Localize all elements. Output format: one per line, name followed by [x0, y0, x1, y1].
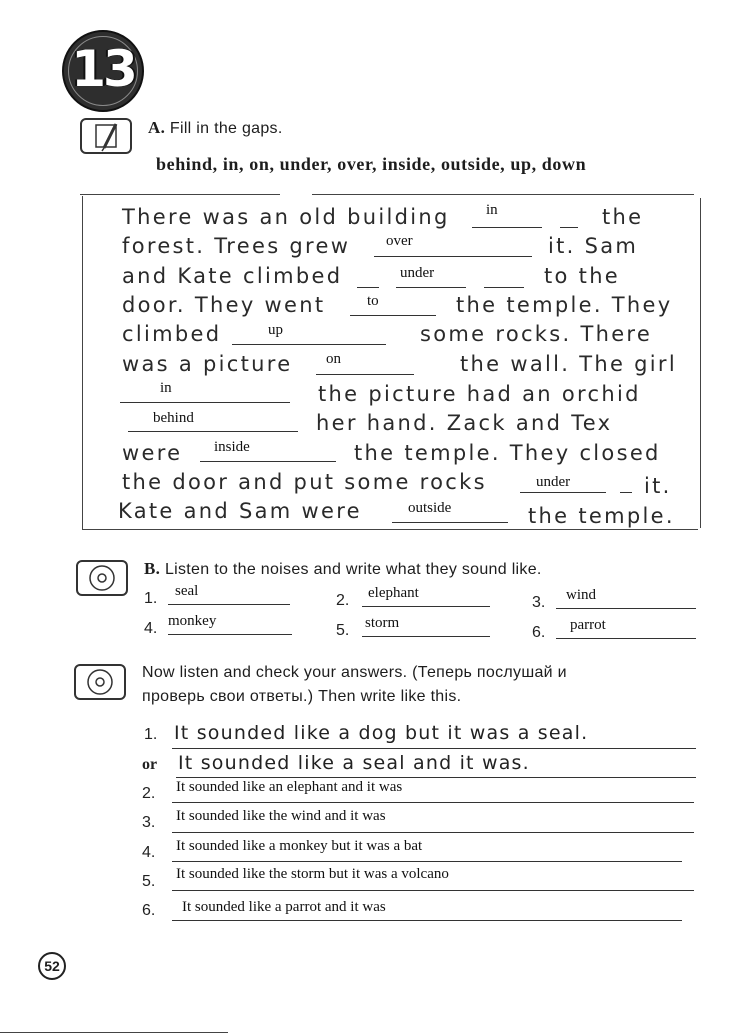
- sound-answer-4: monkey: [168, 613, 217, 629]
- gap-11[interactable]: [392, 522, 508, 523]
- example-sentence-2: It sounded like a seal and it was.: [178, 752, 530, 774]
- sound-answer-1: seal: [175, 583, 199, 599]
- word-bank: behind, in, on, under, over, inside, outside, up, down: [156, 154, 587, 174]
- cd-icon: [76, 560, 128, 596]
- section-a-letter: A.: [148, 118, 166, 137]
- section-b-instruction: Listen to the noises and write what they sound like.: [164, 561, 542, 578]
- sentence-2: It sounded like an elephant and it was: [176, 779, 403, 795]
- text-line-11a: Kate and Sam were: [118, 499, 362, 523]
- gap-8[interactable]: [128, 431, 298, 432]
- item-number-1: 1.: [144, 590, 158, 607]
- text-line-6b: the wall. The girl: [460, 352, 677, 376]
- sound-answer-5: storm: [365, 615, 400, 631]
- item-number-6: 6.: [532, 624, 546, 641]
- example-number: 1.: [144, 726, 158, 743]
- page-bottom-rule: [0, 1032, 228, 1033]
- text-line-6a: was a picture: [122, 352, 293, 376]
- sentence-3: It sounded like the wind and it was: [176, 808, 386, 824]
- item-number-4: 4.: [144, 620, 158, 637]
- sound-field-3[interactable]: [556, 608, 696, 609]
- answer-3: under: [400, 265, 435, 281]
- text-line-3a: and Kate climbed: [122, 264, 343, 288]
- gap-5[interactable]: [232, 344, 386, 345]
- sound-field-4[interactable]: [168, 634, 292, 635]
- gap-10[interactable]: [520, 492, 606, 493]
- gap-7[interactable]: [120, 402, 290, 403]
- gap-3-lead: [357, 287, 379, 288]
- unit-number: 13: [71, 40, 135, 98]
- sentence-line-5[interactable]: [172, 890, 694, 891]
- pencil-icon: [80, 118, 132, 154]
- sentence-line-2[interactable]: [172, 802, 694, 803]
- gap-6[interactable]: [316, 374, 414, 375]
- sound-field-5[interactable]: [362, 636, 490, 637]
- answer-4: to: [367, 293, 379, 309]
- sentence-number-4: 4.: [142, 844, 156, 861]
- text-line-3b: to the: [544, 264, 621, 288]
- section-b-title: [144, 559, 542, 579]
- section-b-letter: B.: [144, 559, 161, 578]
- answer-7: in: [160, 380, 172, 396]
- sentence-number-6: 6.: [142, 902, 156, 919]
- or-label: or: [142, 756, 158, 773]
- text-line-10b: it.: [644, 474, 672, 498]
- gap-1[interactable]: [472, 227, 542, 228]
- answer-11: outside: [408, 500, 452, 516]
- text-line-8: her hand. Zack and Tex: [316, 411, 613, 435]
- gap-1-tail: [560, 227, 578, 228]
- frame-left: [82, 196, 83, 530]
- text-line-1a: There was an old building: [122, 205, 450, 229]
- text-line-5a: climbed: [122, 322, 222, 346]
- text-line-10a: the door and put some rocks: [122, 470, 487, 494]
- page-number: 52: [38, 952, 66, 980]
- answer-8: behind: [153, 410, 194, 426]
- cd-icon-2: [74, 664, 126, 700]
- answer-10: under: [536, 474, 571, 490]
- sentence-4: It sounded like a monkey but it was a bat: [176, 838, 423, 854]
- sentence-number-5: 5.: [142, 873, 156, 890]
- answer-1: in: [486, 202, 498, 218]
- sound-field-2[interactable]: [362, 606, 490, 607]
- example-line-1: [172, 748, 696, 749]
- section-c-instruction-1: Now listen and check your answers. (Теперь послушай и: [142, 664, 567, 681]
- gap-3-tail: [484, 287, 524, 288]
- answer-5: up: [268, 322, 283, 338]
- item-number-3: 3.: [532, 594, 546, 611]
- sentence-number-2: 2.: [142, 785, 156, 802]
- item-number-5: 5.: [336, 622, 350, 639]
- text-line-5b: some rocks. There: [420, 322, 653, 346]
- text-line-1b: the: [602, 205, 644, 229]
- sentence-line-3[interactable]: [172, 832, 694, 833]
- sentence-6: It sounded like a parrot and it was: [182, 899, 386, 915]
- gap-9[interactable]: [200, 461, 336, 462]
- frame-right: [700, 198, 701, 528]
- text-line-2b: it. Sam: [548, 234, 639, 258]
- sentence-number-3: 3.: [142, 814, 156, 831]
- text-line-9b: the temple. They closed: [354, 441, 661, 465]
- answer-2: over: [386, 233, 413, 249]
- section-a-title: [148, 118, 283, 138]
- gap-2[interactable]: [374, 256, 532, 257]
- text-line-4b: the temple. They: [456, 293, 673, 317]
- sound-field-6[interactable]: [556, 638, 696, 639]
- sentence-line-6[interactable]: [172, 920, 682, 921]
- gap-3[interactable]: [396, 287, 466, 288]
- gap-10-tail: [620, 492, 632, 493]
- gap-4[interactable]: [350, 315, 436, 316]
- sound-field-1[interactable]: [168, 604, 290, 605]
- sound-answer-2: elephant: [368, 585, 419, 601]
- example-sentence-1: It sounded like a dog but it was a seal.: [174, 722, 589, 744]
- example-line-2: [176, 777, 696, 778]
- section-a-instruction: Fill in the gaps.: [169, 120, 283, 137]
- sound-answer-6: parrot: [570, 617, 606, 633]
- text-line-7: the picture had an orchid: [318, 382, 641, 406]
- section-c-instruction-2: проверь свои ответы.) Then write like this.: [142, 688, 462, 705]
- item-number-2: 2.: [336, 592, 350, 609]
- sound-answer-3: wind: [566, 587, 596, 603]
- unit-badge: [62, 30, 144, 112]
- text-line-9a: were: [122, 441, 183, 465]
- sentence-line-4[interactable]: [172, 861, 682, 862]
- sentence-5: It sounded like the storm but it was a volcano: [176, 866, 449, 882]
- answer-9: inside: [214, 439, 250, 455]
- answer-6: on: [326, 351, 341, 367]
- text-line-2a: forest. Trees grew: [122, 234, 351, 258]
- text-line-11b: the temple.: [528, 504, 675, 528]
- frame-top-right: [312, 194, 694, 195]
- text-line-4a: door. They went: [122, 293, 326, 317]
- frame-top-left: [80, 194, 280, 195]
- frame-bottom: [82, 529, 698, 530]
